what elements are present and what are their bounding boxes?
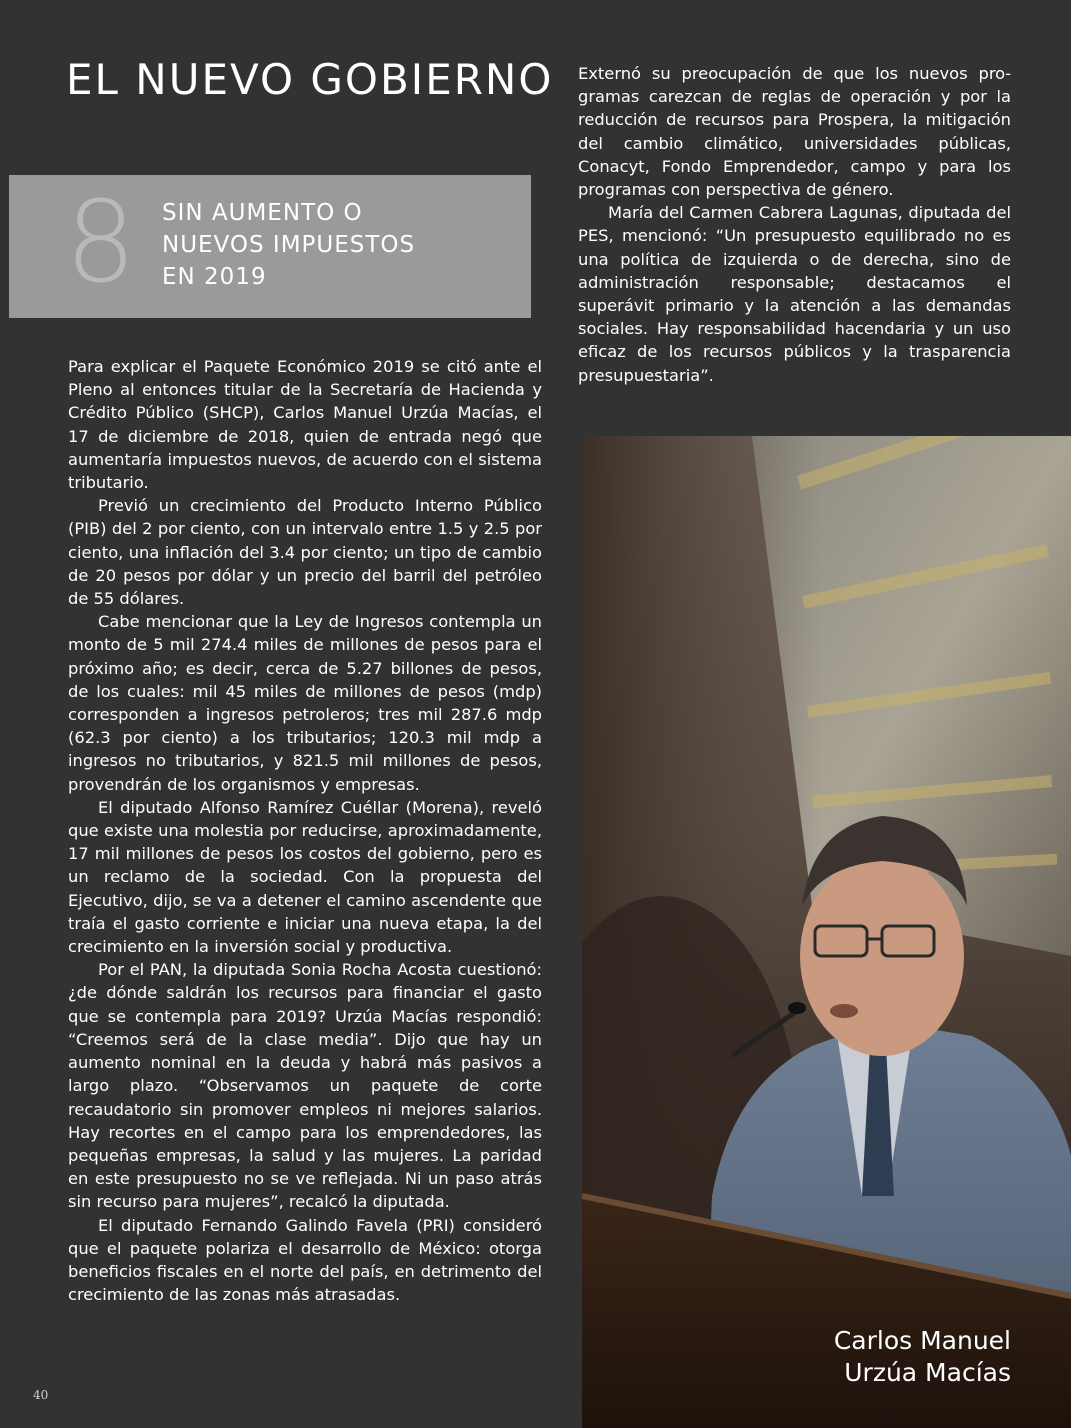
caption-line-1: Carlos Manuel — [833, 1326, 1011, 1355]
headline-line-3: EN 2019 — [162, 264, 267, 290]
paragraph: El diputado Fernando Galindo Favela (PRI) consideró que el paquete polariza el desarrollo de México: otorga beneficios fiscales en el norte del país, en detrimento del crecimiento de las zonas más atrasadas. — [68, 1215, 542, 1305]
headline-line-1: SIN AUMENTO O — [162, 200, 363, 226]
page-number: 40 — [33, 1388, 49, 1402]
paragraph: Para explicar el Paquete Económico 2019 se citó ante el Pleno al entonces titular de la Secretaría de Hacienda y Crédito Público (SHCP), Carlos Manuel Urzúa Macías, el 17 de diciembre de 2018, quien de entrada negó que aumentaría impuestos nuevos, de acuerdo con el sistema tributario. — [68, 357, 542, 493]
paragraph: Externó su preocupación de que los nuevos programas carezcan de reglas de operación y por la reducción de recursos para Prospera, la mitigación del cambio climático, universidades públicas, Conacyt, Fondo Emprendedor, campo y para los programas con perspectiva de género. — [578, 64, 1011, 200]
headline-line-2: NUEVOS IMPUESTOS — [162, 232, 416, 258]
paragraph: Cabe mencionar que la Ley de Ingresos contempla un monto de 5 mil 274.4 miles de millones de pesos para el próximo año; es decir, cerca de 5.27 billones de pesos, de los cuales: mil 45 miles de millones de pesos (mdp) corresponden a ingresos petroleros; tres mil 287.6 mdp (62.3 por ciento) a los tributarios; 120.3 mil mdp a ingresos no tributarios, y 821.5 mil millones de pesos, provendrán de los organismos y empresas. — [68, 612, 542, 794]
speaker-photo — [582, 436, 1071, 1428]
article-banner — [9, 175, 531, 318]
caption-line-2: Urzúa Macías — [844, 1358, 1011, 1387]
article-number: 8 — [65, 178, 137, 308]
left-text-column — [68, 355, 542, 1306]
photo-caption — [834, 1325, 1011, 1389]
paragraph: Por el PAN, la diputada Sonia Rocha Acosta cuestionó: ¿de dónde saldrán los recursos para financiar el gasto que se contempla para 2019? Urzúa Macías respondió: “Creemos será de la clase media”. Dijo que hay un aumento nominal en la deuda y habrá más pasivos a largo plazo. “Observamos un paquete de corte recaudatorio sin promover empleos ni mejores salarios. Hay recortes en el campo para los emprendedores, las pequeñas empresas, la salud y las mujeres. La paridad en este presupuesto no se ve reflejada. Ni un paso atrás sin recurso para mujeres”, recalcó la diputada. — [68, 960, 542, 1212]
section-title: EL NUEVO GOBIERNO — [66, 55, 554, 104]
paragraph: María del Carmen Cabrera Lagunas, diputada del PES, mencionó: “Un presupuesto equilibrado no es una política de izquierda o de derecha, sino de administración responsable; destacamos el superávit primario y la atención a las demandas sociales. Hay responsabilidad hacendaria y un uso eficaz de los recursos públicos y la trasparencia presupuestaria”. — [578, 203, 1011, 385]
speaker-photo-illustration — [582, 436, 1071, 1428]
paragraph: Previó un crecimiento del Producto Interno Público (PIB) del 2 por ciento, con un intervalo entre 1.5 y 2.5 por ciento, una inflación del 3.4 por ciento; un tipo de cambio de 20 pesos por dólar y un precio del barril del petróleo de 55 dólares. — [68, 496, 542, 609]
paragraph: El diputado Alfonso Ramírez Cuéllar (Morena), reveló que existe una molestia por reducirse, aproximadamente, 17 mil millones de pesos los costos del gobierno, pero es un reclamo de la sociedad. Con la propuesta del Ejecutivo, dijo, se va a detener el camino ascendente que traía el gasto corriente e iniciar una nueva etapa, la del crecimiento en la inversión social y productiva. — [68, 797, 542, 957]
right-text-column — [578, 62, 1011, 387]
article-headline — [162, 197, 415, 293]
